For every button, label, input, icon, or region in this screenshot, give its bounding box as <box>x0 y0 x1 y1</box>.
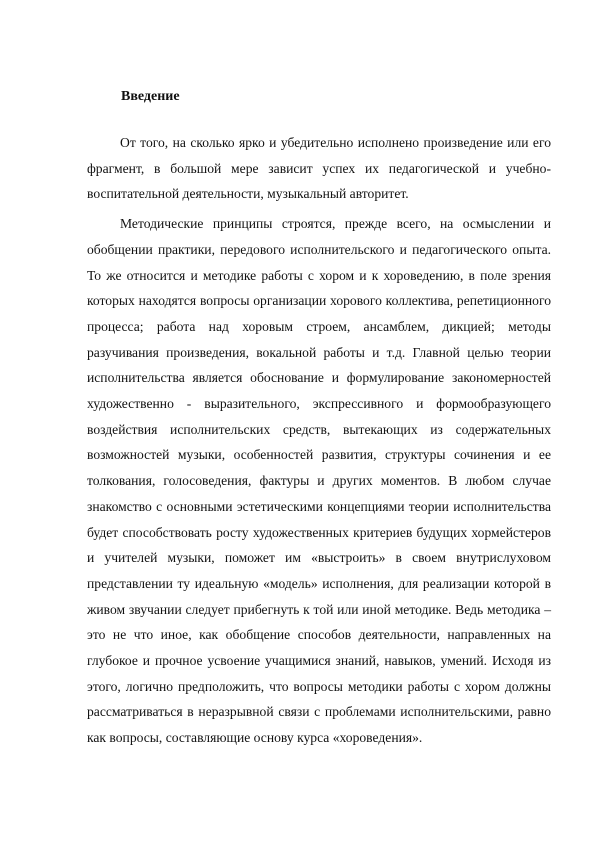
document-body <box>87 130 551 751</box>
section-heading: Введение <box>121 89 180 104</box>
paragraph-methodology: Методические принципы строятся, прежде всего, на осмыслении и обобщении практики, передового исполнительского и педагогического опыта. То же относится и методике работы с хором и к хороведению, в поле зрения которых находятся вопросы организации хорового коллектива, репетиционного процесса; работа над хоровым строем, ансамблем, дикцией; методы разучивания произведения, вокальной работы и т.д. Главной целью теории исполнительства является обоснование и формулирование закономерностей художественно - выразительного, экспрессивного и формообразующего воздействия исполнительских средств, вытекающих из содержательных возможностей музыки, особенностей развития, структуры сочинения и ее толкования, голосоведения, фактуры и других моментов. В любом случае знакомство с основными эстетическими концепциями теории исполнительства будет способствовать росту художественных критериев будущих хормейстеров и учителей музыки, поможет им «выстроить» в своем внутрислуховом представлении ту идеальную «модель» исполнения, для реализации которой в живом звучании следует прибегнуть к той или иной методике. Ведь методика – это не что иное, как обобщение способов деятельности, направленных на глубокое и прочное усвоение учащимися знаний, навыков, умений. Исходя из этого, логично предположить, что вопросы методики работы с хором должны рассматриваться в неразрывной связи с проблемами исполнительскими, равно как вопросы, составляющие основу курса «хороведения». <box>87 216 551 746</box>
paragraph-intro: От того, на сколько ярко и убедительно исполнено произведение или его фрагмент, в большой мере зависит успех их педагогической и учебно-воспитательной деятельности, музыкальный авторитет. <box>87 135 551 202</box>
